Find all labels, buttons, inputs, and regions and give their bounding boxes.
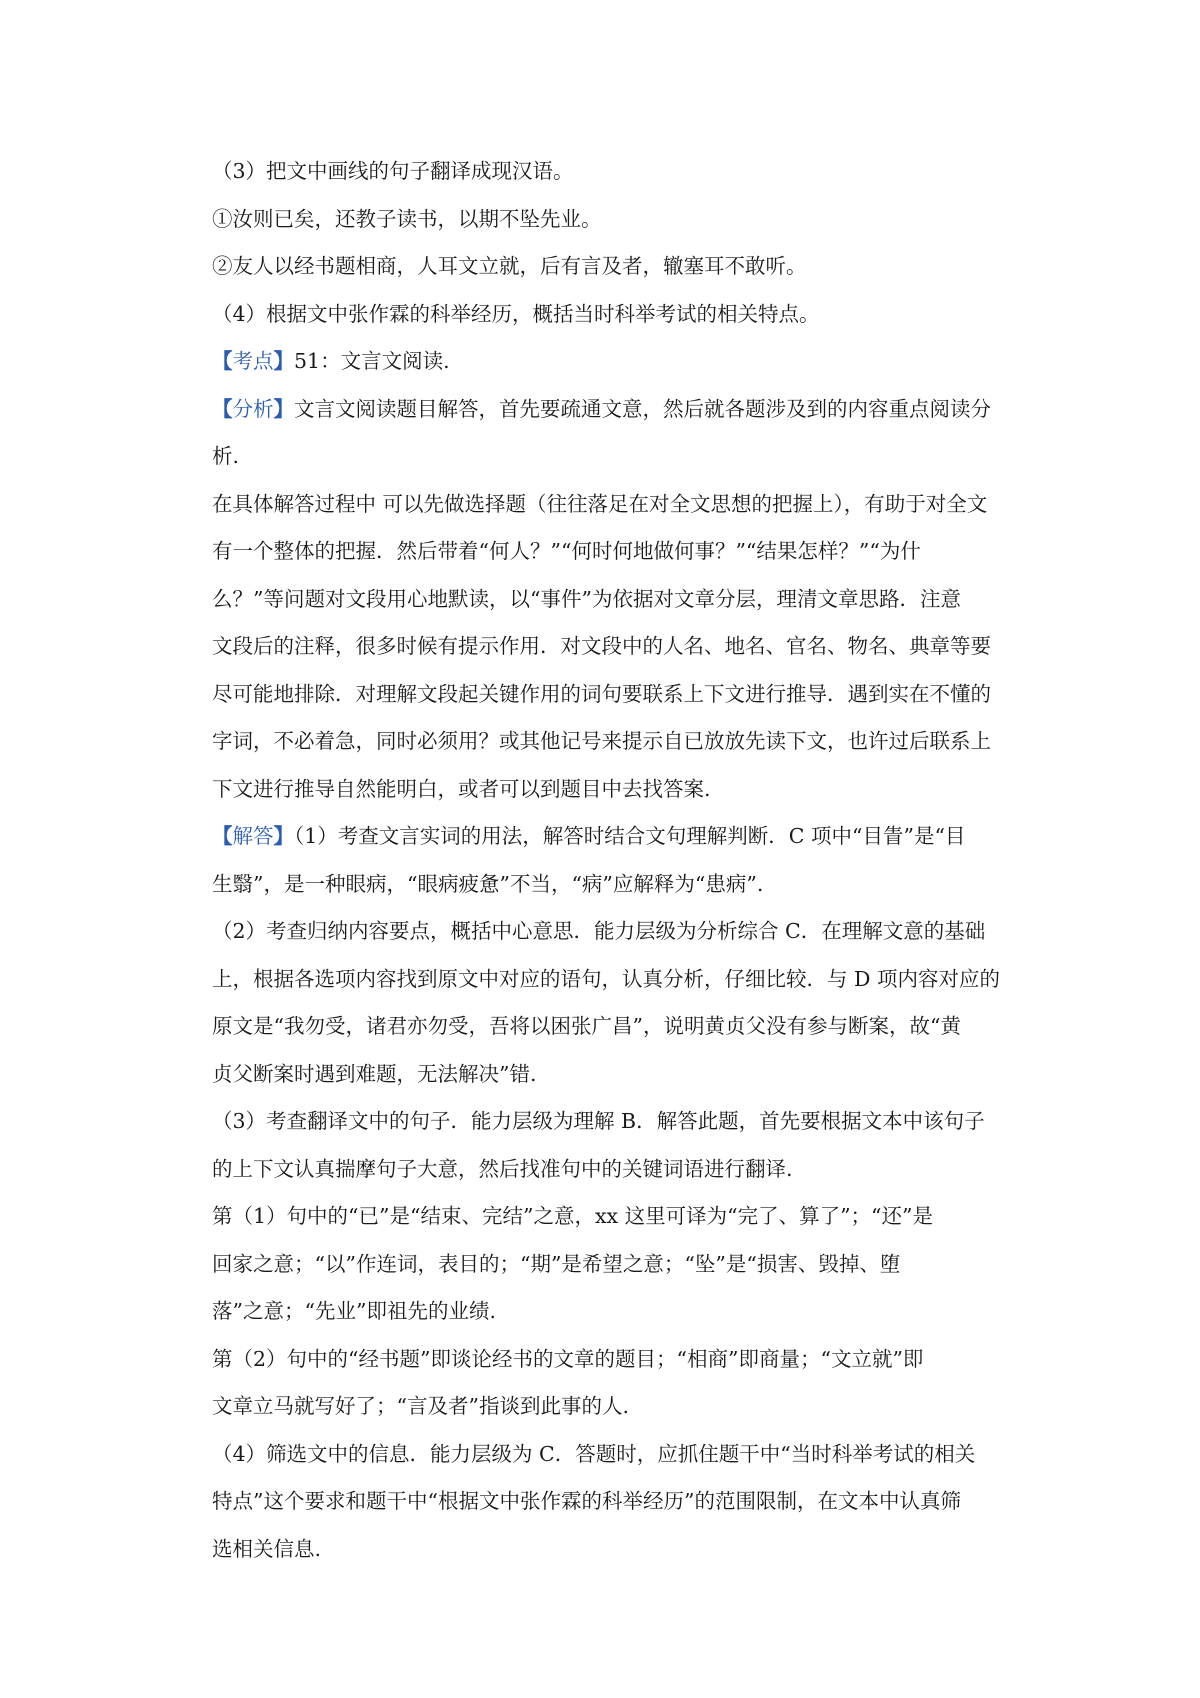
fenxi-body-line-1: 在具体解答过程中 可以先做选择题（往往落足在对全文思想的把握上），有助于对全文: [212, 491, 988, 516]
jieda-part2-line-3: 原文是“我勿受，诸君亦勿受，吾将以困张广昌”，说明黄贞父没有参与断案，故“黄: [212, 1014, 961, 1038]
document-page: [212, 148, 1028, 1573]
question-4-title: （4）根据文中张作霖的科举经历，概括当时科举考试的相关特点。: [212, 301, 820, 326]
fenxi-line-2: 析.: [212, 444, 240, 468]
kaodian-section: [212, 338, 1028, 386]
fenxi-body-line-3: 么？”等问题对文段用心地默读，以“事件”为依据对文章分层，理清文章思路．注意: [212, 586, 961, 611]
fenxi-body-line-4: 文段后的注释，很多时候有提示作用．对文段中的人名、地名、官名、物名、典章等要: [212, 634, 991, 658]
fenxi-text-1: 文言文阅读题目解答，首先要疏通文意，然后就各题涉及到的内容重点阅读分: [294, 396, 991, 421]
jieda-part4-line-2: 特点”这个要求和题干中“根据文中张作霖的科举经历”的范围限制，在文本中认真筛: [212, 1489, 961, 1513]
jieda-part3-line-1: （3）考查翻译文中的句子．能力层级为理解 B．解答此题，首先要根据文本中该句子: [212, 1109, 985, 1133]
jieda-line-1: [212, 813, 1028, 861]
jieda-part2-line-4: 贞父断案时遇到难题，无法解决”错.: [212, 1061, 537, 1086]
jieda-label: 解答: [232, 824, 274, 848]
fenxi-label-wrap: 【分析】: [212, 396, 294, 421]
jieda-part3-line-2: 的上下文认真揣摩句子大意，然后找准句中的关键词语进行翻译.: [212, 1156, 793, 1181]
fenxi-body-line-7: 下文进行推导自然能明白，或者可以到题目中去找答案.: [212, 776, 711, 801]
fenxi-line-1: [212, 386, 1028, 434]
question-3-title: （3）把文中画线的句子翻译成现汉语。: [212, 159, 574, 183]
question-3-sentence-2: ②友人以经书题相商，人耳文立就，后有言及者，辙塞耳不敢听。: [212, 254, 807, 278]
jieda-part3-s2-line-2: 文章立马就写好了；“言及者”指谈到此事的人.: [212, 1394, 629, 1418]
question-3-sentence-1: ①汝则已矣，还教子读书，以期不坠先业。: [212, 206, 602, 231]
kaodian-label-wrap: 【考点】: [212, 349, 294, 373]
jieda-part2-line-2: 上，根据各选项内容找到原文中对应的语句，认真分析，仔细比较．与 D 项内容对应的: [212, 966, 1000, 991]
kaodian-text: 51：文言文阅读.: [294, 349, 450, 373]
jieda-part4-line-1: （4）筛选文中的信息．能力层级为 C．答题时，应抓住题干中“当时科举考试的相关: [212, 1441, 976, 1466]
fenxi-label: 分析: [232, 396, 274, 421]
jieda-part3-s1-line-3: 落”之意；“先业”即祖先的业绩.: [212, 1299, 496, 1323]
fenxi-body-line-6: 字词，不必着急，同时必须用？或其他记号来提示自已放放先读下文，也许过后联系上: [212, 729, 991, 753]
jieda-line-2: 生翳”，是一种眼病，“眼病疲惫”不当，“病”应解释为“患病”.: [212, 871, 764, 896]
jieda-part2-line-1: （2）考查归纳内容要点，概括中心意思．能力层级为分析综合 C．在理解文意的基础: [212, 919, 986, 943]
fenxi-body-line-2: 有一个整体的把握．然后带着“何人？”“何时何地做何事？”“结果怎样？”“为什: [212, 539, 921, 563]
fenxi-body-line-5: 尽可能地排除．对理解文段起关键作用的词句要联系上下文进行推导．遇到实在不懂的: [212, 681, 991, 706]
jieda-text-1: （1）考查文言实词的用法，解答时结合文句理解判断．C 项中“目眚”是“目: [294, 824, 966, 848]
jieda-part3-s2-line-1: 第（2）句中的“经书题”即谈论经书的文章的题目；“相商”即商量；“文立就”即: [212, 1346, 924, 1371]
jieda-part3-s1-line-1: 第（1）句中的“已”是“结束、完结”之意，xx 这里可译为“完了、算了”；“还”是: [212, 1204, 934, 1228]
jieda-part3-s1-line-2: 回家之意；“以”作连词，表目的；“期”是希望之意；“坠”是“损害、毁掉、堕: [212, 1251, 901, 1276]
jieda-label-wrap: 【解答】: [212, 824, 294, 848]
jieda-part4-line-3: 选相关信息.: [212, 1536, 322, 1561]
kaodian-label: 考点: [232, 349, 274, 373]
